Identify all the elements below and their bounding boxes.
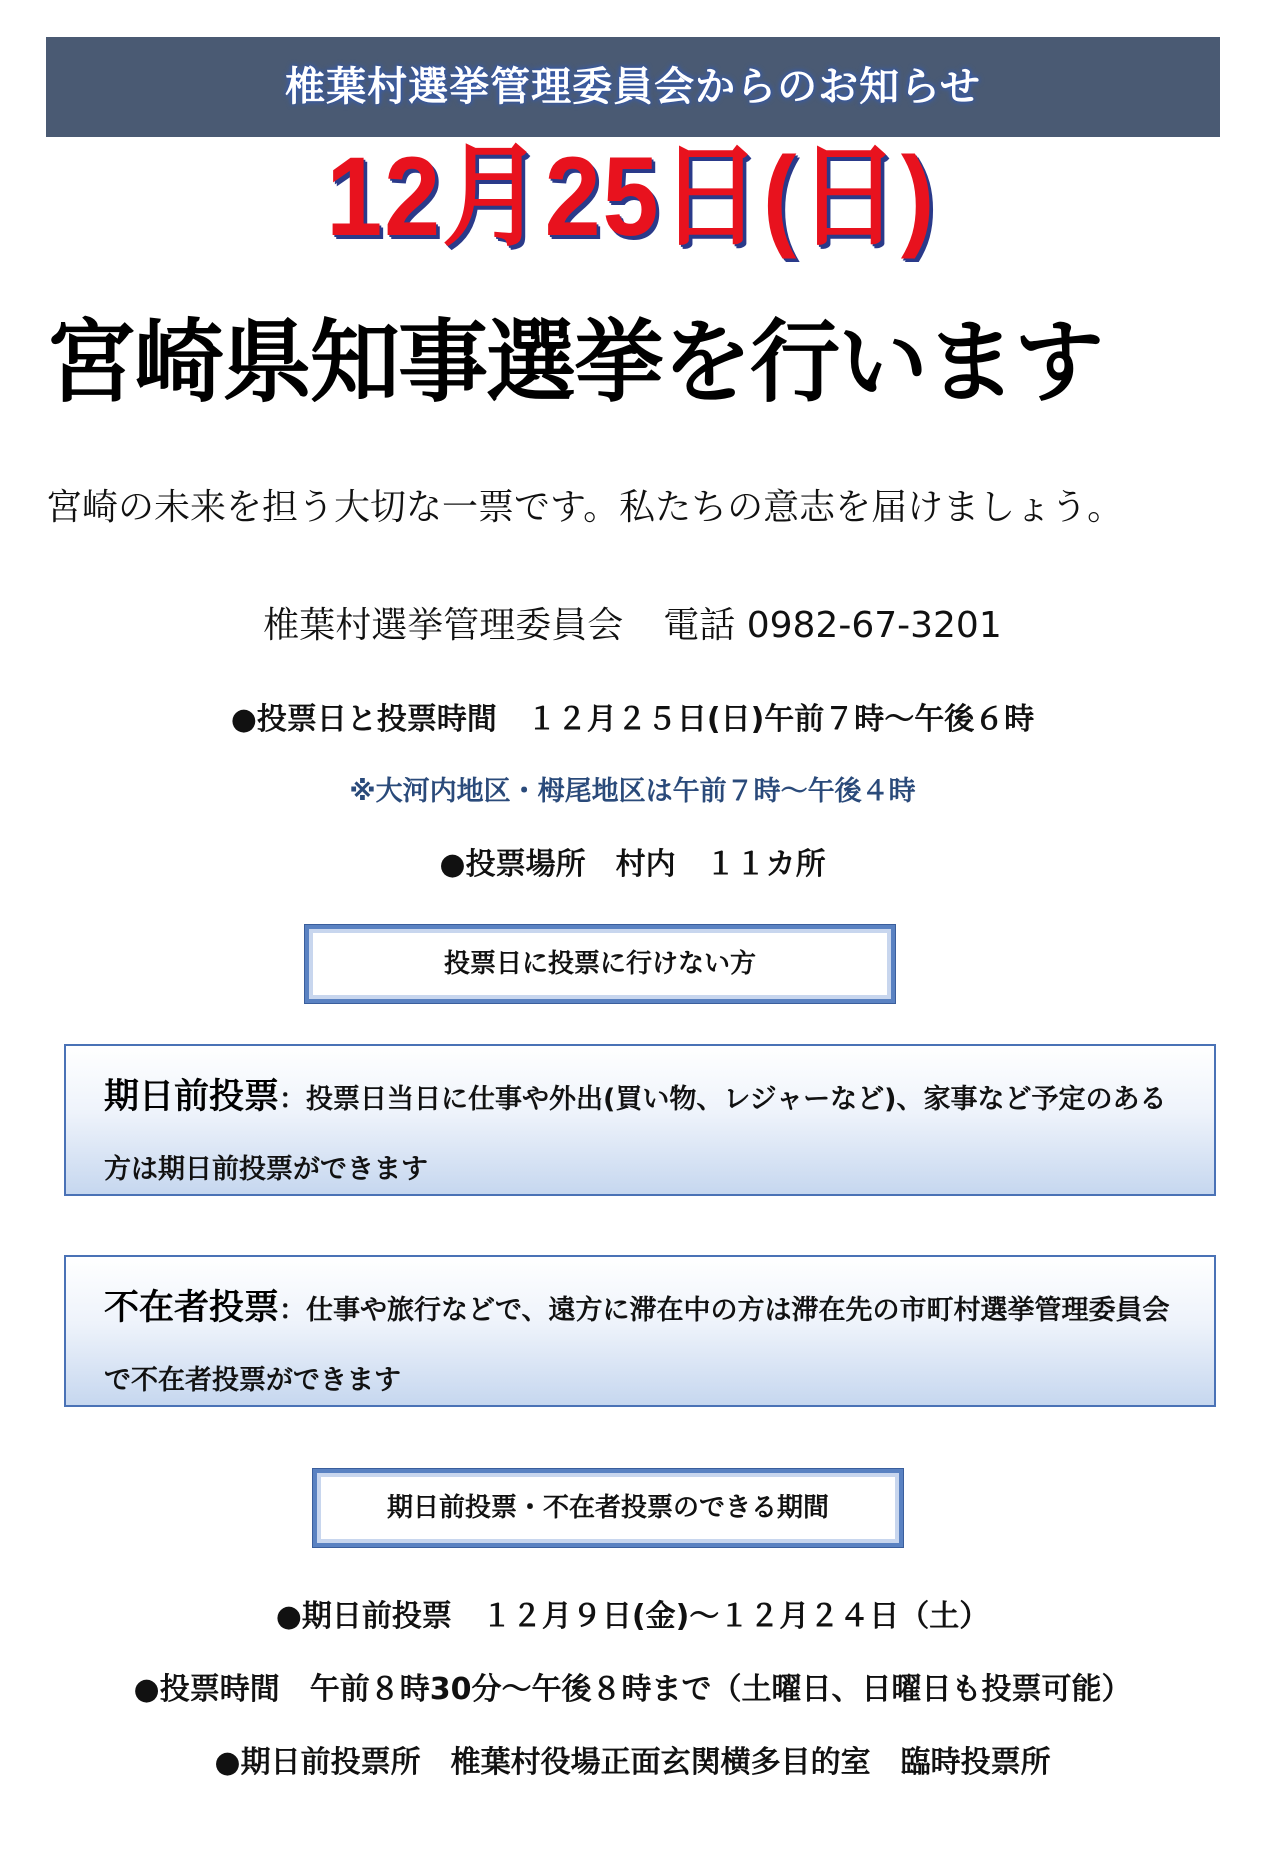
header-banner [46,37,1220,137]
early-vote-place-line: ●期日前投票所 椎葉村役場正面玄関横多目的室 臨時投票所 [214,1745,1051,1780]
absent-voters-label: 投票日に投票に行けない方 [305,925,895,1003]
absentee-vote-title: 不在者投票 [104,1288,280,1328]
contact-line [0,598,1265,654]
voting-place-line: ●投票場所 村内 １１カ所 [439,847,826,882]
contact-phone: 電話 0982-67-3201 [663,605,1002,646]
election-date: 12月25日(日) [326,134,937,259]
early-vote-text [104,1062,1180,1205]
contact-organization: 椎葉村選挙管理委員会 [263,605,624,646]
early-vote-title: 期日前投票 [104,1077,280,1117]
header-title: 椎葉村選挙管理委員会からのお知らせ [285,64,981,110]
early-vote-description: ：投票日当日に仕事や外出(買い物、レジャーなど)、家事など予定のある方は期日前投票ができます [104,1084,1167,1185]
absentee-vote-description: ：仕事や旅行などで、遠方に滞在中の方は滞在先の市町村選挙管理委員会で不在者投票ができます [104,1295,1170,1396]
early-vote-box [64,1044,1216,1196]
voting-period-label: 期日前投票・不在者投票のできる期間 [313,1469,903,1547]
tagline: 宮崎の未来を担う大切な一票です。私たちの意志を届けましょう。 [46,487,1124,528]
absentee-vote-text [104,1273,1180,1416]
voting-hours-line: ●投票日と投票時間 １２月２５日(日)午前７時～午後６時 [230,702,1035,737]
main-heading: 宮崎県知事選挙を行います [46,310,1102,415]
voting-note: ※大河内地区・栂尾地区は午前７時～午後４時 [349,776,916,807]
early-vote-period-line: ●期日前投票 １２月９日(金)～１２月２４日（土） [275,1599,990,1634]
absentee-vote-box [64,1255,1216,1407]
early-vote-hours-line: ●投票時間 午前８時30分～午後８時まで（土曜日、日曜日も投票可能） [133,1672,1132,1707]
